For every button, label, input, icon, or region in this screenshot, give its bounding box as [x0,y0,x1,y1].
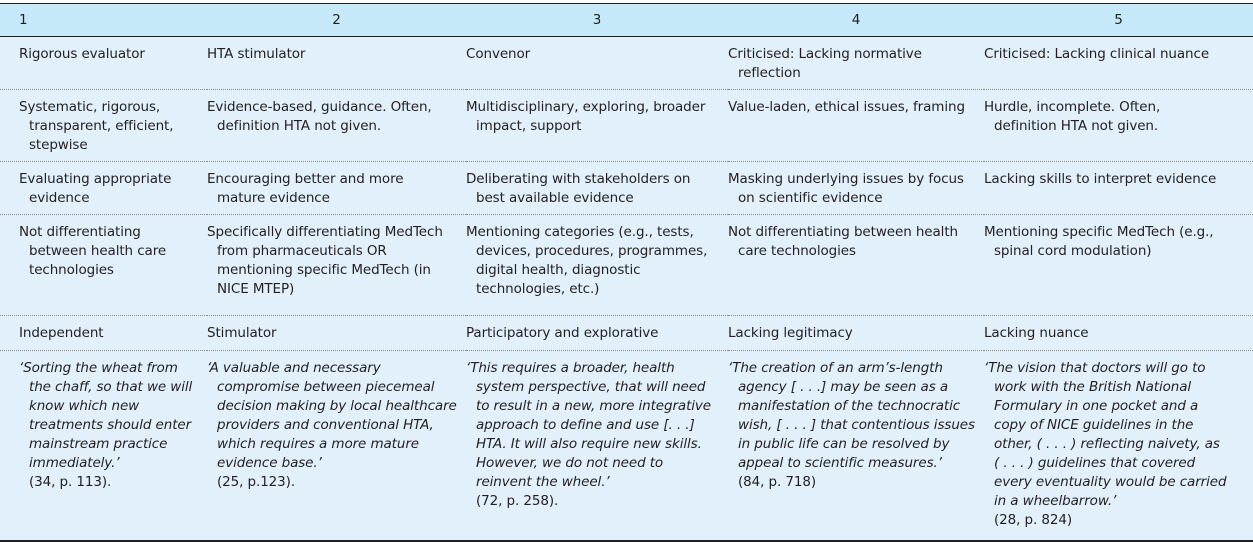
table-body [0,36,1253,540]
table-cell [466,89,728,161]
table-cell [207,36,466,89]
cell-text: Criticised: Lacking normative reflection [728,45,922,81]
cell-text: Not differentiating between health care technologies [19,223,167,278]
cell-text: Lacking skills to interpret evidence [984,170,1217,187]
cell-text: Evaluating appropriate evidence [19,170,172,206]
citation: (25, p.123). [217,473,296,490]
table-cell [0,315,207,350]
table-cell [984,89,1253,161]
table-cell [728,89,984,161]
table-cell [984,36,1253,89]
cell-text: Evidence-based, guidance. Often, definition HTA not given. [207,98,432,134]
table-cell [0,350,207,540]
quote-block [984,359,1229,530]
cell-text: Rigorous evaluator [19,45,145,62]
table-cell [466,214,728,315]
table-cell [0,214,207,315]
table-cell [466,350,728,540]
table-cell [466,36,728,89]
cell-text: Convenor [466,45,531,62]
quote-text: ‘A valuable and necessary compromise between piecemeal decision making by local healthcare providers and conventional HTA, which requires a more mature evidence base.’ [207,359,457,471]
roles-table [0,4,1253,540]
table-row-evidence [0,161,1253,214]
cell-text: Independent [19,324,104,341]
table-cell [207,350,466,540]
citation: (72, p. 258). [476,492,559,509]
citation: (34, p. 113). [29,473,112,490]
column-header-1: 1 [0,4,207,36]
header-row [0,4,1253,36]
cell-text: Value-laden, ethical issues, framing [728,98,965,115]
column-header-2: 2 [207,4,466,36]
cell-text: Systematic, rigorous, transparent, efficient, stepwise [19,98,174,153]
table-cell [984,161,1253,214]
table-cell [0,89,207,161]
table-cell [0,36,207,89]
cell-text: Participatory and explorative [466,324,659,341]
cell-text: Stimulator [207,324,277,341]
cell-text: Deliberating with stakeholders on best available evidence [466,170,691,206]
cell-text: Lacking legitimacy [728,324,853,341]
citation: (84, p. 718) [738,473,817,490]
quote-block [19,359,194,492]
cell-text: Hurdle, incomplete. Often, definition HTA not given. [984,98,1161,134]
quote-text: ‘This requires a broader, health system perspective, that will need to result in a new, more integrative approach to define and use [. . .] HTA. It will also require new skills. However, we do not need to reinvent the wheel.’ [466,359,712,490]
citation: (28, p. 824) [994,511,1073,528]
cell-text: Mentioning specific MedTech (e.g., spinal cord modulation) [984,223,1214,259]
cell-text: Not differentiating between health care technologies [728,223,958,259]
table-cell [984,350,1253,540]
cell-text: Encouraging better and more mature evidence [207,170,404,206]
table-cell [984,214,1253,315]
quote-block [466,359,722,511]
table-cell [466,161,728,214]
quote-block [207,359,460,492]
cell-text: Masking underlying issues by focus on scientific evidence [728,170,964,206]
cell-text: Lacking nuance [984,324,1089,341]
table-row-role [0,36,1253,89]
cell-text: Criticised: Lacking clinical nuance [984,45,1210,62]
cell-text: Multidisciplinary, exploring, broader impact, support [466,98,706,134]
table-cell [984,315,1253,350]
quote-text: ‘The creation of an arm’s-length agency [ . . .] may be seen as a manifestation of the technocratic wish, [ . . . ] that contentious issues in public life can be resolved by appeal to scientific measures.’ [728,359,975,471]
table-header [0,4,1253,36]
column-header-5: 5 [984,4,1253,36]
table-cell [207,315,466,350]
table-row-quotes [0,350,1253,540]
table-row-position [0,315,1253,350]
table-row-technologies [0,214,1253,315]
column-header-3: 3 [466,4,728,36]
quote-text: ‘Sorting the wheat from the chaff, so that we will know which new treatments should enter mainstream practice immediately.’ [19,359,193,471]
table-cell [728,161,984,214]
table-cell [728,36,984,89]
table-cell [0,161,207,214]
table-row-characteristics [0,89,1253,161]
quote-block [728,359,978,492]
table-cell [207,161,466,214]
cell-text: Mentioning categories (e.g., tests, devices, procedures, programmes, digital health, diagnostic technologies, etc.) [466,223,708,297]
quote-text: ‘The vision that doctors will go to work with the British National Formulary in one pocket and a copy of NICE guidelines in the other, ( . . . ) reflecting naivety, as ( . . . ) guidelines that covered every eventuality would be carried in a wheelbarrow.’ [984,359,1227,509]
table-cell [207,214,466,315]
table-cell [466,315,728,350]
roles-table-container [0,3,1253,542]
cell-text: Specifically differentiating MedTech from pharmaceuticals OR mentioning specific MedTech (in NICE MTEP) [207,223,443,297]
table-cell [207,89,466,161]
table-cell [728,350,984,540]
column-header-4: 4 [728,4,984,36]
cell-text: HTA stimulator [207,45,306,62]
table-cell [728,315,984,350]
table-cell [728,214,984,315]
